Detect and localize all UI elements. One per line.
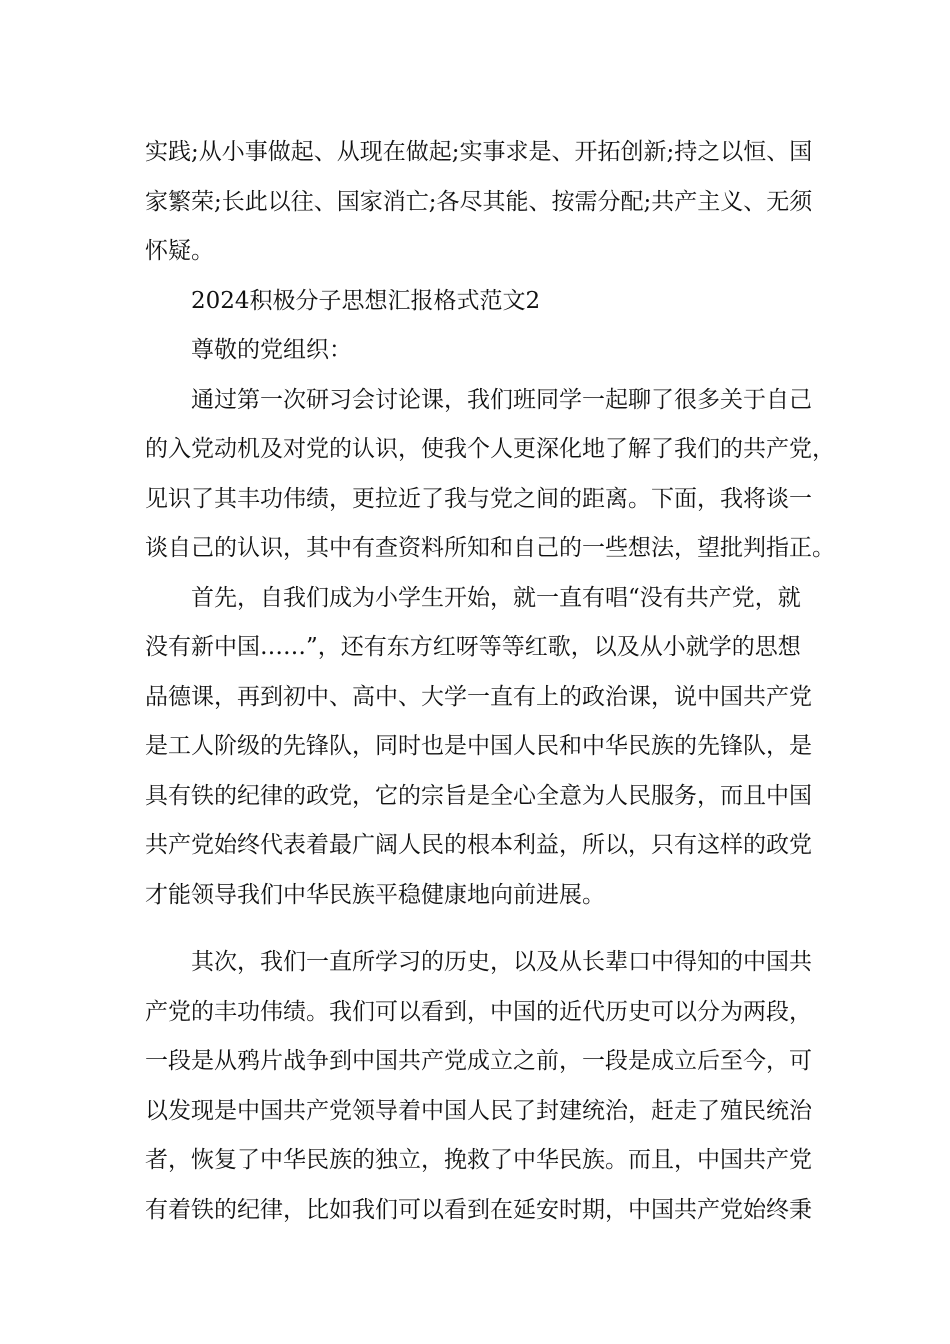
paragraph-line: 者，恢复了中华民族的独立，挽救了中华民族。而且，中国共产党	[145, 1147, 812, 1173]
document-title: 2024积极分子思想汇报格式范文2	[191, 287, 541, 314]
paragraph-line: 有着铁的纪律，比如我们可以看到在延安时期，中国共产党始终秉	[145, 1196, 812, 1223]
paragraph-line: 首先，自我们成为小学生开始，就一直有唱“没有共产党，就	[191, 584, 801, 611]
paragraph-line: 其次，我们一直所学习的历史，以及从长辈口中得知的中国共	[191, 949, 812, 975]
paragraph-line: 具有铁的纪律的政党，它的宗旨是全心全意为人民服务，而且中国	[145, 782, 812, 809]
intro-line: 家繁荣;长此以往、国家消亡;各尽其能、按需分配;共产主义、无须	[145, 188, 813, 215]
paragraph-line: 以发现是中国共产党领导着中国人民了封建统治，赶走了殖民统治	[145, 1097, 812, 1124]
paragraph-line: 一段是从鸦片战争到中国共产党成立之前，一段是成立后至今，可	[145, 1048, 812, 1074]
paragraph-gap	[145, 920, 810, 938]
paragraph-line: 的入党动机及对党的认识，使我个人更深化地了解了我们的共产党，	[145, 436, 835, 462]
intro-line: 怀疑。	[145, 238, 214, 264]
intro-line: 实践;从小事做起、从现在做起;实事求是、开拓创新;持之以恒、国	[145, 139, 813, 165]
paragraph-line: 共产党始终代表着最广阔人民的根本利益，所以，只有这样的政党	[145, 832, 812, 858]
paragraph-line: 才能领导我们中华民族平稳健康地向前进展。	[145, 881, 605, 908]
document-page	[145, 128, 835, 1235]
paragraph-line: 见识了其丰功伟绩，更拉近了我与党之间的距离。下面，我将谈一	[145, 485, 812, 512]
paragraph-line: 产党的丰功伟绩。我们可以看到，中国的近代历史可以分为两段，	[145, 998, 812, 1025]
paragraph-line: 品德课，再到初中、高中、大学一直有上的政治课，说中国共产党	[145, 683, 812, 710]
salutation: 尊敬的党组织：	[191, 337, 352, 363]
paragraph-line: 没有新中国……”，还有东方红呀等等红歌，以及从小就学的思想	[145, 634, 801, 660]
paragraph-line: 通过第一次研习会讨论课，我们班同学一起聊了很多关于自己	[191, 386, 812, 413]
paragraph-line: 谈自己的认识，其中有查资料所知和自己的一些想法，望批判指正。	[145, 535, 835, 561]
paragraph-line: 是工人阶级的先锋队，同时也是中国人民和中华民族的先锋队，是	[145, 733, 812, 759]
